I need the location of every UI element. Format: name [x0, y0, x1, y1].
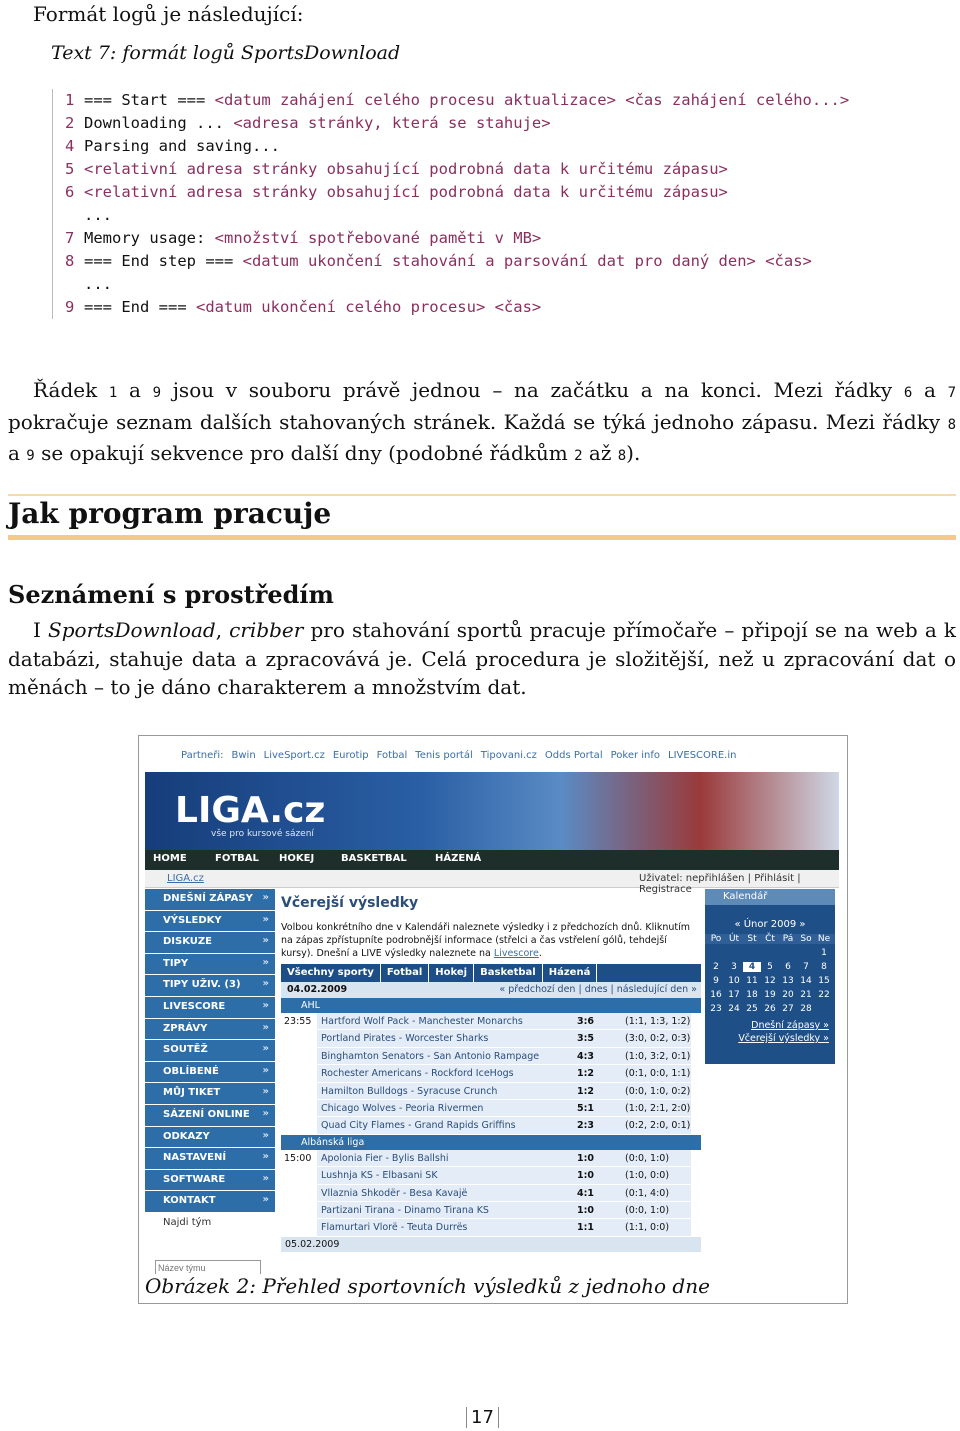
match-periods: (0:0, 1:0): [619, 1150, 691, 1166]
sidebar: [145, 889, 275, 1235]
calendar-day: [725, 948, 743, 958]
partners-label: Partneři:: [181, 750, 224, 761]
match-row[interactable]: [281, 1030, 701, 1047]
partner-link[interactable]: Poker info: [610, 750, 661, 761]
sidebar-item[interactable]: TIPY »: [145, 954, 275, 976]
partner-link[interactable]: LiveSport.cz: [263, 750, 325, 761]
code-placeholder: <množství spotřebované paměti v MB>: [214, 229, 542, 247]
calendar-day[interactable]: 27: [782, 1004, 794, 1014]
match-teams[interactable]: Flamurtari Vlorë - Teuta Durrës: [317, 1219, 571, 1235]
results-panel: [281, 889, 701, 1252]
match-teams[interactable]: Partizani Tirana - Dinamo Tirana KS: [317, 1202, 571, 1218]
day-navigation[interactable]: « předchozí den | dnes | následující den »: [499, 984, 697, 995]
code-line: [65, 296, 912, 319]
match-time: [281, 1219, 317, 1235]
code-text: Parsing and saving...: [84, 137, 280, 155]
match-time: 15:00: [281, 1150, 317, 1166]
code-text: ...: [84, 206, 112, 224]
partner-link[interactable]: LIVESCORE.in: [668, 750, 737, 761]
match-time: [281, 1100, 317, 1116]
sport-tabs: [281, 964, 701, 982]
league-header: Albánská liga: [281, 1135, 701, 1150]
match-teams[interactable]: Chicago Wolves - Peoria Rivermen: [317, 1100, 571, 1116]
date-label: 04.02.2009: [287, 984, 348, 995]
match-row[interactable]: [281, 1083, 701, 1100]
match-teams[interactable]: Lushnja KS - Elbasani SK: [317, 1167, 571, 1183]
calendar-title: Kalendář: [705, 889, 835, 905]
line-number: 8: [65, 252, 75, 270]
calendar-day[interactable]: 25: [746, 1004, 758, 1014]
match-periods: (1:0, 0:0): [619, 1167, 691, 1183]
nav-tab[interactable]: HOME: [153, 853, 187, 864]
match-score: 1:0: [571, 1167, 619, 1183]
sport-tab[interactable]: Všechny sporty: [281, 964, 381, 982]
calendar-day[interactable]: 21: [800, 990, 812, 1000]
code-text: === End step ===: [84, 252, 243, 270]
code-line: [65, 204, 912, 227]
calendar-day: [815, 1004, 833, 1014]
sidebar-item[interactable]: DISKUZE »: [145, 932, 275, 954]
line-number: 7: [65, 229, 75, 247]
sidebar-item[interactable]: TIPY UŽIV. (3) »: [145, 975, 275, 997]
match-row[interactable]: [281, 1167, 701, 1184]
calendar-day[interactable]: 1: [821, 948, 827, 958]
paragraph-environment: I SportsDownload, cribber pro stahování sportů pracuje přímočaře – připojí se na web a k databázi, stahuje data a zpracovává je. Celá procedura je složitější, než u zpracování dat o měnách – to je dáno charakterem a množstvím dat.: [8, 618, 957, 699]
line-number: 2: [65, 114, 75, 132]
match-score: 5:1: [571, 1100, 619, 1116]
nav-tab[interactable]: HOKEJ: [279, 853, 315, 864]
partner-link[interactable]: Eurotip: [332, 750, 369, 761]
code-line: [65, 135, 912, 158]
code-line: [65, 250, 912, 273]
match-time: [281, 1048, 317, 1064]
calendar-day[interactable]: 22: [818, 990, 830, 1000]
match-score: 2:3: [571, 1117, 619, 1133]
line-number: 4: [65, 137, 75, 155]
site-logo: LIGA.cz: [175, 790, 326, 831]
code-caption: Text 7: formát logů SportsDownload: [51, 42, 401, 64]
line-number: 9: [65, 298, 75, 316]
today-matches-link[interactable]: Dnešní zápasy »: [751, 1020, 829, 1031]
breadcrumb-home[interactable]: LIGA.cz: [167, 873, 204, 884]
calendar-day[interactable]: 3: [731, 962, 737, 972]
match-time: [281, 1030, 317, 1046]
date-bar: [281, 982, 701, 998]
calendar-weekday: St: [747, 934, 757, 944]
match-periods: (1:1, 1:3, 1:2): [619, 1013, 691, 1029]
code-line: [65, 158, 912, 181]
sport-tab[interactable]: Basketbal: [474, 964, 543, 982]
calendar-day[interactable]: 28: [800, 1004, 812, 1014]
match-row[interactable]: [281, 1013, 701, 1030]
match-row[interactable]: [281, 1150, 701, 1167]
calendar-day[interactable]: 13: [782, 976, 794, 986]
match-row[interactable]: [281, 1100, 701, 1117]
match-teams[interactable]: Portland Pirates - Worcester Sharks: [317, 1030, 571, 1046]
match-score: 1:2: [571, 1083, 619, 1099]
code-text: === End ===: [84, 298, 196, 316]
match-periods: (3:0, 0:2, 0:3): [619, 1030, 691, 1046]
calendar-day[interactable]: 9: [713, 976, 719, 986]
sidebar-item[interactable]: MŮJ TIKET »: [145, 1083, 275, 1105]
code-line: [65, 181, 912, 204]
code-text: Memory usage:: [84, 229, 215, 247]
match-row[interactable]: [281, 1185, 701, 1202]
code-text: ...: [84, 275, 112, 293]
match-teams[interactable]: Hamilton Bulldogs - Syracuse Crunch: [317, 1083, 571, 1099]
match-score: 4:3: [571, 1048, 619, 1064]
partner-link[interactable]: Odds Portal: [544, 750, 603, 761]
code-placeholder: <relativní adresa stránky obsahující podrobná data k určitému zápasu>: [84, 160, 728, 178]
calendar-day: [761, 948, 779, 958]
match-teams[interactable]: Rochester Americans - Rockford IceHogs: [317, 1065, 571, 1081]
calendar-weekday: Čt: [765, 934, 775, 944]
calendar-days: [705, 948, 835, 1014]
match-periods: (1:1, 0:0): [619, 1219, 691, 1235]
heading-section: Jak program pracuje: [8, 497, 332, 530]
calendar-day[interactable]: 18: [746, 990, 758, 1000]
match-row[interactable]: [281, 1219, 701, 1236]
section-rule-bottom: [8, 535, 956, 540]
partner-link[interactable]: Tenis portál: [415, 750, 473, 761]
paragraph-log-explain: Řádek 1 a 9 jsou v souboru právě jednou – na začátku a na konci. Mezi řádky 6 a 7 pokračuje seznam dalších stahovaných stránek. Každá se týká jednoho zápasu. Mezi řádky 8 a 9 se opakují sekvence pro další dny (podobné řádkům 2 až 8).: [8, 378, 957, 465]
calendar-day[interactable]: 26: [764, 1004, 776, 1014]
line-number: 5: [65, 160, 75, 178]
calendar-weekday: So: [800, 934, 812, 944]
figure-caption: Obrázek 2: Přehled sportovních výsledků z jednoho dne: [145, 1274, 710, 1298]
sport-tab[interactable]: Házená: [543, 964, 598, 982]
match-periods: (0:0, 1:0, 0:2): [619, 1083, 691, 1099]
calendar-day[interactable]: 7: [803, 962, 809, 972]
calendar-day[interactable]: 24: [728, 1004, 740, 1014]
sidebar-item[interactable]: DNEŠNÍ ZÁPASY »: [145, 889, 275, 911]
yesterday-results-link[interactable]: Včerejší výsledky »: [738, 1033, 829, 1044]
sidebar-item[interactable]: ODKAZY »: [145, 1127, 275, 1149]
user-status: Uživatel: nepřihlášen | Přihlásit | Registrace: [639, 873, 801, 895]
calendar-day[interactable]: 2: [713, 962, 719, 972]
calendar-day[interactable]: 5: [767, 962, 773, 972]
sport-tab[interactable]: Fotbal: [381, 964, 429, 982]
sidebar-item[interactable]: NASTAVENÍ »: [145, 1148, 275, 1170]
calendar-day[interactable]: 15: [818, 976, 830, 986]
find-team-label: Najdi tým: [163, 1216, 212, 1228]
sport-nav: [145, 850, 839, 870]
match-time: [281, 1185, 317, 1201]
code-block: [52, 89, 912, 319]
page-number: 17: [466, 1407, 499, 1428]
code-line: [65, 227, 912, 250]
liga-screenshot: [145, 744, 839, 1274]
calendar-day[interactable]: 16: [710, 990, 722, 1000]
partner-link[interactable]: Tipovani.cz: [480, 750, 537, 761]
calendar-day[interactable]: 8: [821, 962, 827, 972]
nav-tab[interactable]: FOTBAL: [215, 853, 259, 864]
match-periods: (0:0, 1:0): [619, 1202, 691, 1218]
sidebar-item[interactable]: ZPRÁVY »: [145, 1019, 275, 1041]
calendar-day[interactable]: 12: [764, 976, 776, 986]
match-teams[interactable]: Apolonia Fier - Bylis Ballshi: [317, 1150, 571, 1166]
sport-tab[interactable]: Hokej: [429, 964, 474, 982]
calendar-weekday: Ne: [817, 934, 831, 944]
match-row[interactable]: [281, 1048, 701, 1065]
match-time: [281, 1202, 317, 1218]
match-score: 3:5: [571, 1030, 619, 1046]
sidebar-item[interactable]: SOUTĚŽ »: [145, 1040, 275, 1062]
calendar-weekday: Út: [728, 934, 740, 944]
match-periods: (1:0, 2:1, 2:0): [619, 1100, 691, 1116]
match-score: 4:1: [571, 1185, 619, 1201]
code-text: === Start ===: [84, 91, 215, 109]
nav-tab[interactable]: BASKETBAL: [341, 853, 407, 864]
match-teams[interactable]: Vllaznia Shkodër - Besa Kavajë: [317, 1185, 571, 1201]
match-score: 1:0: [571, 1202, 619, 1218]
calendar-panel: [705, 889, 835, 1064]
match-time: [281, 1117, 317, 1133]
sidebar-item[interactable]: VÝSLEDKY »: [145, 911, 275, 933]
calendar-day[interactable]: 23: [710, 1004, 722, 1014]
code-line: [65, 89, 912, 112]
calendar-weekdays: [705, 934, 835, 944]
match-score: 3:6: [571, 1013, 619, 1029]
line-number: 6: [65, 183, 75, 201]
calendar-day[interactable]: 14: [800, 976, 812, 986]
site-banner: [145, 772, 839, 850]
calendar-day[interactable]: 20: [782, 990, 794, 1000]
results-intro: Volbou konkrétního dne v Kalendáři naleznete výsledky i z předchozích dnů. Kliknutím na zápas zpřístupníte podrobnější informace (střelci a čas vstřelení gólů, tehdejší kursy). Dnešní a LIVE výsledky naleznete na Livescore.: [281, 922, 691, 959]
calendar-day: [743, 948, 761, 958]
calendar-day[interactable]: 10: [728, 976, 740, 986]
code-line: [65, 112, 912, 135]
sidebar-item[interactable]: SÁZENÍ ONLINE »: [145, 1105, 275, 1127]
match-row[interactable]: [281, 1202, 701, 1219]
line-number: 1: [65, 91, 75, 109]
calendar-day: [779, 948, 797, 958]
match-teams[interactable]: Hartford Wolf Pack - Manchester Monarchs: [317, 1013, 571, 1029]
date-label: 05.02.2009: [281, 1237, 701, 1252]
match-score: 1:0: [571, 1150, 619, 1166]
partner-link[interactable]: Bwin: [231, 750, 256, 761]
intro-line: Formát logů je následující:: [33, 2, 304, 26]
partner-link[interactable]: Fotbal: [376, 750, 408, 761]
league-header: AHL: [281, 998, 701, 1013]
partners-bar: [181, 750, 744, 761]
match-row[interactable]: [281, 1117, 701, 1134]
livescore-link[interactable]: Livescore: [493, 948, 539, 959]
code-placeholder: <adresa stránky, která se stahuje>: [233, 114, 551, 132]
site-logo-subtitle: vše pro kursové sázení: [211, 829, 314, 839]
code-placeholder: <datum ukončení stahování a parsování dat pro daný den> <čas>: [242, 252, 812, 270]
match-periods: (0:1, 0:0, 1:1): [619, 1065, 691, 1081]
code-placeholder: <relativní adresa stránky obsahující podrobná data k určitému zápasu>: [84, 183, 728, 201]
match-teams[interactable]: Binghamton Senators - San Antonio Rampage: [317, 1048, 571, 1064]
calendar-weekday: Po: [710, 934, 722, 944]
match-time: [281, 1083, 317, 1099]
results-title: Včerejší výsledky: [281, 895, 419, 911]
figure-screenshot: [138, 735, 848, 1304]
code-line: [65, 273, 912, 296]
code-placeholder: <datum ukončení celého procesu> <čas>: [195, 298, 542, 316]
match-teams[interactable]: Quad City Flames - Grand Rapids Griffins: [317, 1117, 571, 1133]
match-score: 1:2: [571, 1065, 619, 1081]
match-score: 1:1: [571, 1219, 619, 1235]
team-search-input[interactable]: [155, 1260, 261, 1274]
sidebar-item[interactable]: LIVESCORE »: [145, 997, 275, 1019]
code-text: Downloading ...: [84, 114, 234, 132]
calendar-day: [797, 948, 815, 958]
heading-subsection: Seznámení s prostředím: [8, 580, 334, 609]
calendar-day[interactable]: 4: [743, 962, 761, 972]
calendar-day: [707, 948, 725, 958]
nav-tab[interactable]: HÁZENÁ: [435, 853, 482, 864]
calendar-day[interactable]: 6: [785, 962, 791, 972]
sidebar-item[interactable]: SOFTWARE »: [145, 1170, 275, 1192]
sidebar-item[interactable]: OBLÍBENÉ »: [145, 1062, 275, 1084]
match-time: [281, 1167, 317, 1183]
match-time: [281, 1065, 317, 1081]
match-periods: (0:2, 2:0, 0:1): [619, 1117, 691, 1133]
calendar-day[interactable]: 19: [764, 990, 776, 1000]
section-rule-top: [8, 494, 956, 496]
calendar-day[interactable]: 17: [728, 990, 740, 1000]
match-row[interactable]: [281, 1065, 701, 1082]
match-periods: (1:0, 3:2, 0:1): [619, 1048, 691, 1064]
code-placeholder: <datum zahájení celého procesu aktualizace> <čas zahájení celého...>: [214, 91, 850, 109]
sidebar-item[interactable]: KONTAKT »: [145, 1191, 275, 1213]
breadcrumb: [145, 870, 839, 895]
match-periods: (0:1, 4:0): [619, 1185, 691, 1201]
calendar-weekday: Pá: [782, 934, 794, 944]
match-time: 23:55: [281, 1013, 317, 1029]
calendar-day[interactable]: 11: [746, 976, 758, 986]
calendar-month[interactable]: « Únor 2009 »: [734, 919, 806, 930]
